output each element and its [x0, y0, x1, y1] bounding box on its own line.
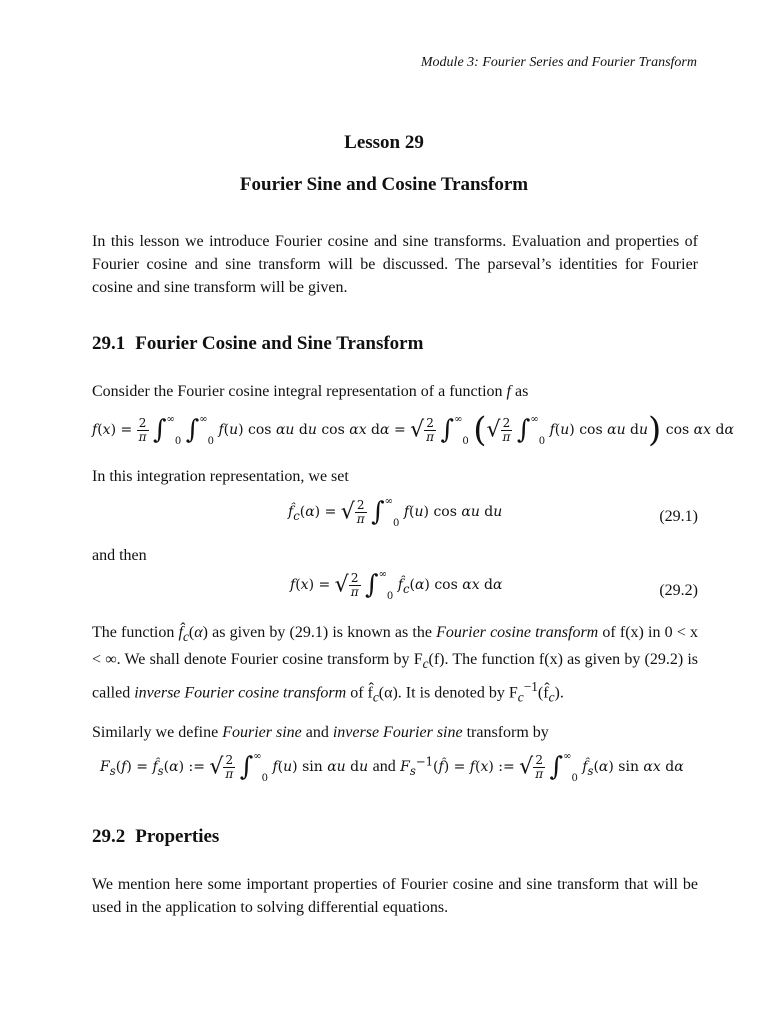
running-header: Module 3: Fourier Series and Fourier Transform	[420, 55, 697, 70]
text: (f̂	[537, 684, 549, 702]
intro-paragraph: In this lesson we introduce Fourier cosine and sine transforms. Evaluation and properties of Fourier cosine and sine transform will be discussed. The parseval’s identities for Fourier cosine and sine transform will be given.	[92, 233, 698, 296]
section-number: 29.1	[92, 333, 126, 354]
text: of f(x) in 0 < x < ∞. We shall denote Fourier cosine transform by F	[92, 624, 699, 669]
text: of f̂	[350, 684, 373, 702]
text: The function	[92, 624, 175, 641]
section-title: Fourier Cosine and Sine Transform	[135, 333, 424, 354]
equation-29-2: f(x) = √ $\frac{2}{\pi}$ ∫∞0 $f̂_c(\alpha)$ cos αx dα	[290, 569, 503, 602]
section1-paragraph-1	[92, 380, 698, 403]
section-heading-29-1	[92, 333, 423, 355]
emphasis-text: Fourier cosine transform	[436, 624, 599, 641]
emphasis-text: inverse Fourier cosine transform	[134, 684, 347, 702]
math-var: f	[506, 383, 511, 400]
section1-paragraph-3: and then	[92, 547, 147, 564]
section2-paragraph-1: We mention here some important properties of Fourier cosine and sine transform that will be used in the application to solving differential equations.	[92, 876, 698, 916]
text: (α). It is denoted by F	[378, 684, 518, 702]
emphasis-text: inverse Fourier sine	[332, 724, 463, 741]
section1-paragraph-2: In this integration representation, we set	[92, 468, 349, 485]
equation-number-29-2: (29.2)	[659, 582, 698, 599]
section1-paragraph-4: The function $f̂_c(\alpha)$ as given by (29.1) is known as the Fourier cosine transform of f(x) in 0 < x < ∞. We shall denote Fourier cosine transform by $F_c(f)$. The function f(x) as given by (29.2) is called inverse Fourier cosine transform of $f̂_c(\alpha)$. It is denoted by $F_c^{-1}(f̂_c)$.	[92, 624, 699, 705]
equation-number-29-1: (29.1)	[659, 508, 698, 525]
text: as	[515, 383, 529, 400]
equation-cosine-integral: f(x) = $\frac{2}{\pi}$ ∫∞0 ∫∞0 f(u) cos αu du cos αx dα = √ $\frac{2}{\pi}$ ∫∞0 (√ $\frac{2}{\pi}$ ∫∞0 f(u) cos αu du) cos αx dα	[92, 410, 734, 450]
emphasis-text: Fourier sine	[222, 724, 302, 741]
section1-paragraph-5	[92, 721, 698, 744]
section-heading-29-2	[92, 826, 219, 848]
equation-29-1: $f̂_c(\alpha)$ = √ $\frac{2}{\pi}$ ∫∞0 f(u) cos αu du	[288, 496, 503, 529]
lesson-title: Fourier Sine and Cosine Transform	[239, 174, 529, 195]
text: and	[305, 724, 329, 741]
equation-sine-transform: $F_s(f)$ = $f̂_s(\alpha)$ := √ $\frac{2}{\pi}$ ∫∞0 f(u) sin αu du and $F_s^{-1}(f̂) = f(x)$ := √ $\frac{2}{\pi}$ ∫∞0 $f̂_s(\alpha)$ sin αx dα	[100, 751, 684, 784]
text: Similarly we define	[92, 724, 219, 741]
text: (f). The function f(x) as given by (29.2) is called	[92, 651, 698, 702]
text: Consider the Fourier cosine integral representation of a function	[92, 383, 503, 400]
text: transform by	[466, 724, 549, 741]
text: ).	[554, 684, 564, 702]
text: as given by (29.1) is known as the	[212, 624, 432, 641]
lesson-label: Lesson 29	[344, 132, 424, 153]
section-number: 29.2	[92, 826, 126, 847]
section-title: Properties	[135, 826, 220, 847]
and-word: and	[372, 758, 396, 775]
